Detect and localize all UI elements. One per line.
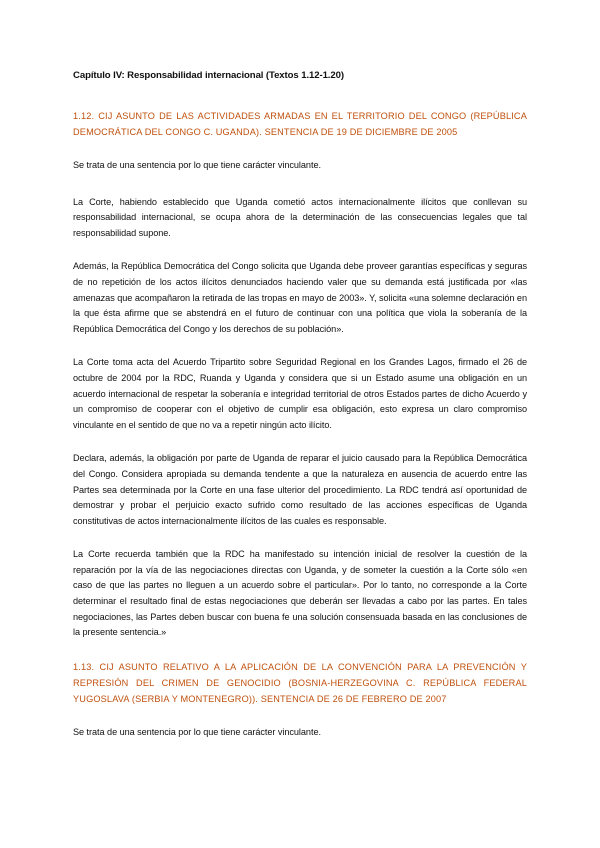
section-1-13 [73,659,527,741]
paragraph: La Corte toma acta del Acuerdo Tripartito sobre Seguridad Regional en los Grandes Lagos, firmado el 26 de octubre de 2004 por la RDC, Ruanda y Uganda y considera que si un Estado asume una obligación en un acuerdo internacional de respetar la soberanía e integridad territorial de otros Estados partes de dicho Acuerdo y un compromiso de cooperar con el objetivo de cumplir esa obligación, esto expresa un claro compromiso vinculante en el sentido de que no va a repetir ningún acto ilícito. [73,357,527,430]
paragraph: Declara, además, la obligación por parte de Uganda de reparar el juicio causado para la República Democrática del Congo. Considera apropiada su demanda tendente a que la naturaleza en ausencia de acuerdo entre las Partes sea determinada por la Corte en una fase ulterior del procedimiento. La RDC tendrá así oportunidad de demostrar y probar el perjuicio exacto sufrido como resultado de las acciones específicas de Uganda constitutivas de actos internacionalmente ilícitos de las cuales es responsable. [73,453,527,526]
binding-note: Se trata de una sentencia por lo que tiene carácter vinculante. [73,160,321,170]
section-1-12 [73,108,527,641]
document-page [73,70,527,761]
section-heading: 1.13. CIJ ASUNTO RELATIVO A LA APLICACIÓN DE LA CONVENCIÓN PARA LA PREVENCIÓN Y REPRESIÓN DEL CRIMEN DE GENOCIDIO (BOSNIA-HERZEGOVINA C. REPÚBLICA FEDERAL YUGOSLAVA (SERBIA Y MONTENEGRO)). SENTENCIA DE 26 DE FEBRERO DE 2007 [73,661,527,704]
binding-note: Se trata de una sentencia por lo que tiene carácter vinculante. [73,726,321,737]
paragraph: La Corte recuerda también que la RDC ha manifestado su intención inicial de resolver la cuestión de la reparación por la vía de las negociaciones directas con Uganda, y de someter la cuestión a la Corte sólo «en caso de que las partes no lleguen a un acuerdo sobre el particular». Por lo tanto, no corresponde a la Corte determinar el resultado final de estas negociaciones que deberán ser llevadas a cabo por las partes. En tales negociaciones, las Partes deben buscar con buena fe una solución consensuada basada en las conclusiones de la presente sentencia.» [73,549,527,638]
section-heading: 1.12. CIJ ASUNTO DE LAS ACTIVIDADES ARMADAS EN EL TERRITORIO DEL CONGO (REPÚBLICA DEMOCRÁTICA DEL CONGO C. UGANDA). SENTENCIA DE 19 DE DICIEMBRE DE 2005 [73,111,527,137]
paragraph: La Corte, habiendo establecido que Uganda cometió actos internacionalmente ilícitos que conllevan su responsabilidad internacional, se ocupa ahora de la determinación de las consecuencias legales que tal responsabilidad supone. [73,196,527,238]
chapter-title: Capítulo IV: Responsabilidad internacional (Textos 1.12-1.20) [73,70,344,81]
paragraph: Además, la República Democrática del Congo solicita que Uganda debe proveer garantías específicas y seguras de no repetición de los actos ilícitos denunciados haciendo valer que su demanda está justificada por «las amenazas que acompañaron la retirada de las tropas en mayo de 2003». Y, solicita «una solemne declaración en la que ésta afirme que se abstendrá en el futuro de continuar con una política que viola la soberanía de la República Democrática del Congo y los derechos de su población». [73,261,527,334]
